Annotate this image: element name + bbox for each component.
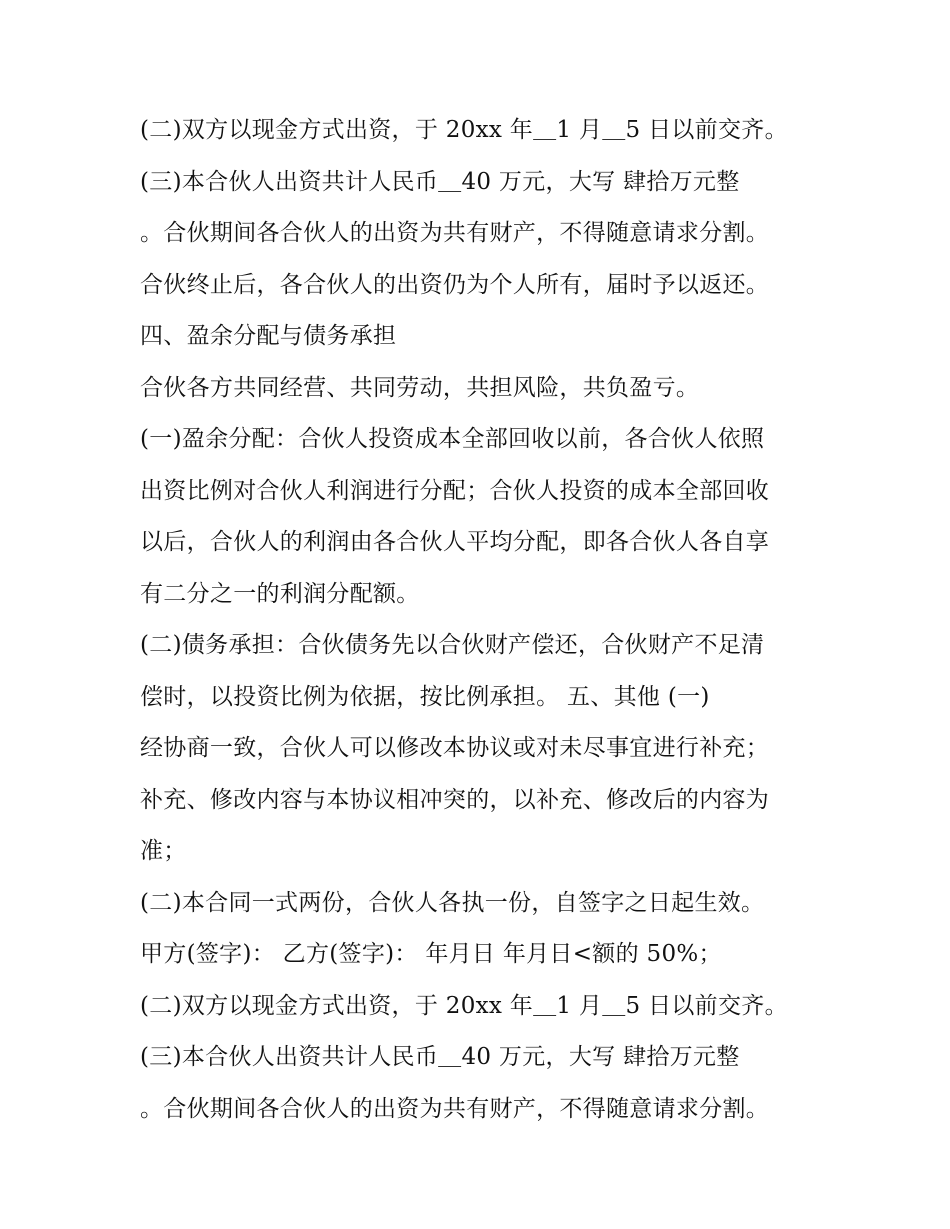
- text-line: 经协商一致，合伙人可以修改本协议或对未尽事宜进行补充；: [140, 735, 770, 761]
- text-line: 偿时，以投资比例为依据，按比例承担。 五、其他 (一): [140, 683, 710, 710]
- text-line: 补充、修改内容与本协议相冲突的，以补充、修改后的内容为: [140, 786, 770, 813]
- document-body: [140, 109, 840, 1139]
- text-line: 。合伙期间各合伙人的出资为共有财产，不得随意请求分割。: [140, 1095, 770, 1122]
- text-line: 合伙终止后，各合伙人的出资仍为个人所有，届时予以返还。: [140, 271, 770, 298]
- text-line: 有二分之一的利润分配额。: [140, 580, 420, 607]
- text-line: 合伙各方共同经营、共同劳动，共担风险，共负盈亏。: [140, 374, 700, 401]
- text-line: 准；: [140, 838, 187, 864]
- text-line: (二)本合同一式两份，合伙人各执一份，自签字之日起生效。: [140, 889, 765, 916]
- text-line: (二)双方以现金方式出资，于 20xx 年＿1 月＿5 日以前交齐。: [140, 117, 788, 143]
- text-line: 。合伙期间各合伙人的出资为共有财产，不得随意请求分割。: [140, 220, 770, 246]
- text-line: (三)本合伙人出资共计人民币＿40 万元，大写 肆拾万元整: [140, 1044, 740, 1070]
- section-heading: 四、盈余分配与债务承担: [140, 323, 397, 349]
- signature-line: 甲方(签字)： 乙方(签字)： 年月日 年月日<额的 50%；: [140, 941, 722, 967]
- text-line: (二)双方以现金方式出资，于 20xx 年＿1 月＿5 日以前交齐。: [140, 992, 788, 1019]
- text-line: (三)本合伙人出资共计人民币＿40 万元，大写 肆拾万元整: [140, 168, 740, 195]
- text-line: 出资比例对合伙人利润进行分配；合伙人投资的成本全部回收: [140, 477, 770, 504]
- text-line: (一)盈余分配：合伙人投资成本全部回收以前，各合伙人依照: [140, 426, 765, 452]
- text-line: (二)债务承担：合伙债务先以合伙财产偿还，合伙财产不足清: [140, 632, 765, 658]
- text-line: 以后，合伙人的利润由各合伙人平均分配，即各合伙人各自享: [140, 529, 770, 555]
